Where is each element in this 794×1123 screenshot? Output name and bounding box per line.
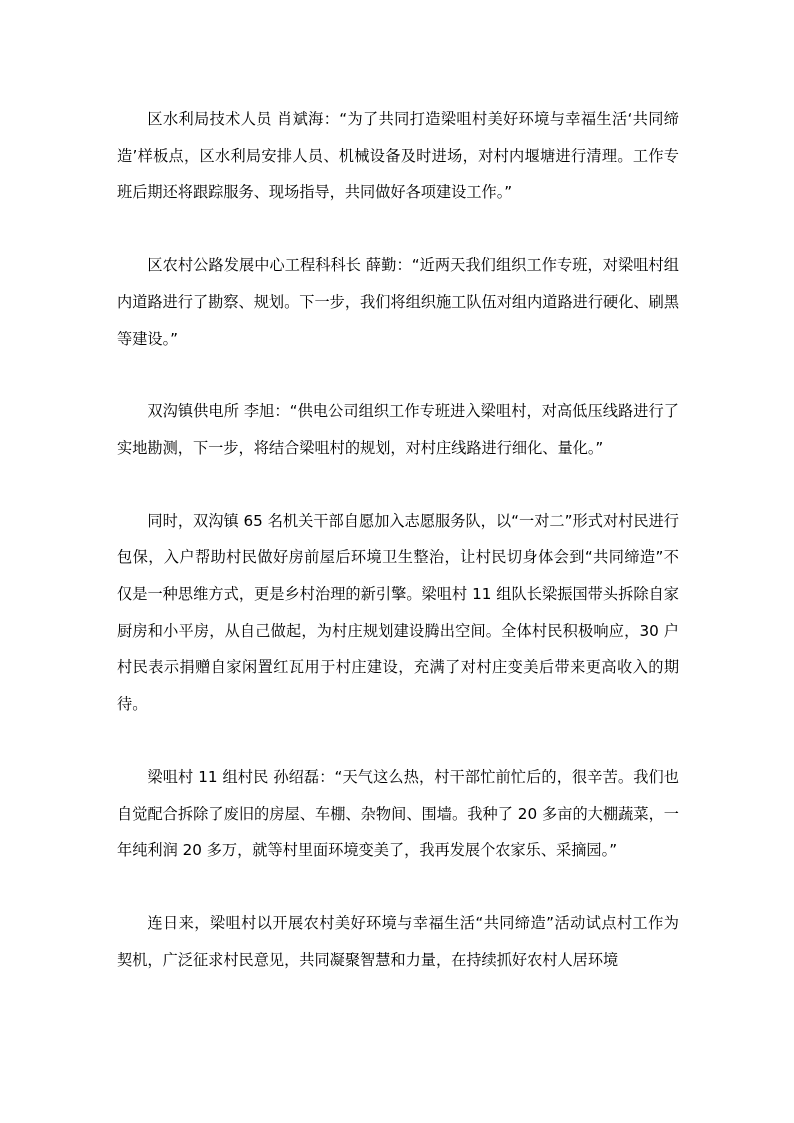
paragraph-water-bureau-quote: 区水利局技术人员 肖斌海：“为了共同打造梁咀村美好环境与幸福生活‘共同缔造’样板点，区水利局安排人员、机械设备及时进场，对村内堰塘进行清理。工作专班后期还将跟踪服务、现场指导，共同做好各项建设工作。” [117,110,679,202]
document-body [117,101,679,978]
paragraph-volunteer-service: 同时，双沟镇 65 名机关干部自愿加入志愿服务队，以“一对二”形式对村民进行包保，入户帮助村民做好房前屋后环境卫生整治，让村民切身体会到“共同缔造”不仅是一种思维方式，更是乡村治理的新引擎。梁咀村 11 组队长梁振国带头拆除自家厨房和小平房，从自己做起，为村庄规划建设腾出空间。全体村民积极响应，30 户村民表示捐赠自家闲置红瓦用于村庄建设，充满了对村庄变美后带来更高收入的期待。 [117,511,679,714]
paragraph-villager-quote: 梁咀村 11 组村民 孙绍磊：“天气这么热，村干部忙前忙后的，很辛苦。我们也自觉配合拆除了废旧的房屋、车棚、杂物间、围墙。我种了 20 多亩的大棚蔬菜，一年纯利润 20 多万，就等村里面环境变美了，我再发展个农家乐、采摘园。” [117,767,679,860]
paragraph-road-center-quote: 区农村公路发展中心工程科科长 薛勤：“近两天我们组织工作专班，对梁咀村组内道路进行了勘察、规划。下一步，我们将组织施工队伍对组内道路进行硬化、刷黑等建设。” [117,256,679,348]
paragraph-power-station-quote: 双沟镇供电所 李旭：“供电公司组织工作专班进入梁咀村，对高低压线路进行了实地勘测，下一步，将结合梁咀村的规划，对村庄线路进行细化、量化。” [117,402,679,457]
paragraph-pilot-village: 连日来，梁咀村以开展农村美好环境与幸福生活“共同缔造”活动试点村工作为契机，广泛征求村民意见，共同凝聚智慧和力量，在持续抓好农村人居环境 [117,913,679,969]
